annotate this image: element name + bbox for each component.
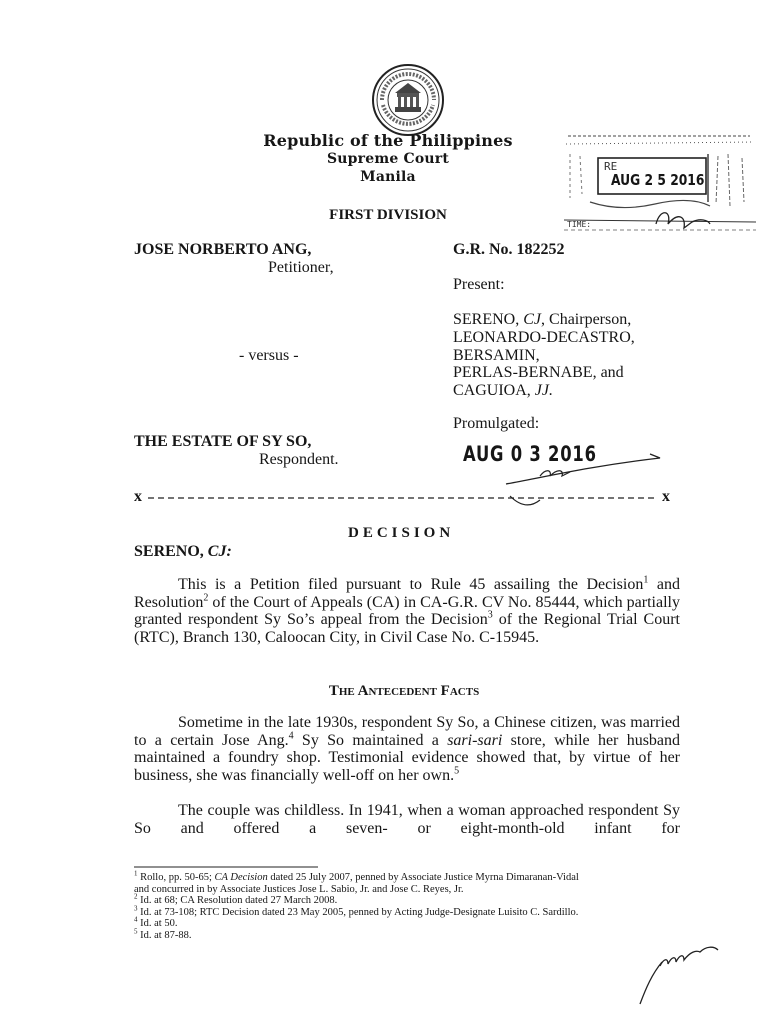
justice-line: PERLAS-BERNABE, and bbox=[453, 364, 624, 382]
footnote-rule bbox=[134, 866, 318, 868]
separator-end: x bbox=[662, 488, 670, 505]
paragraph-2: Sometime in the late 1930s, respondent Sy So, a Chinese citizen, was married to a certain Jose Ang.$^4$ Sy So maintained a sari-sari store, while her husband maintained a foundry shop. Testimonial evidence showed that, by virtue of her business, she was financially well-off on her own.$^5$ bbox=[134, 714, 681, 784]
petitioner-role: Petitioner, bbox=[268, 259, 334, 276]
clerk-signature bbox=[500, 448, 675, 512]
initial-signature bbox=[634, 936, 724, 1008]
footnotes bbox=[134, 869, 694, 942]
justice-line: BERSAMIN, bbox=[453, 346, 540, 364]
decision-title: DECISION bbox=[348, 525, 455, 541]
footnote-5: $^5$ Id. at 87-88. bbox=[134, 927, 192, 941]
present-label: Present: bbox=[453, 276, 505, 293]
republic-heading: Republic of the Philippines bbox=[263, 131, 513, 150]
paragraph-1: This is a Petition filed pursuant to Rule 45 assailing the Decision$^1$ and Resolution$^2$ of the Court of Appeals (CA) in CA-G.R. CV No. 85444, which partially granted respondent Sy So’s appeal from the Decision$^3$ of the Regional Trial Court (RTC), Branch 130, Caloocan City, in Civil Case No. C-15945. bbox=[134, 574, 681, 646]
footnote-4: $^4$ Id. at 50. bbox=[134, 915, 178, 930]
caption-separator-line bbox=[148, 496, 658, 500]
justice-line: SERENO, CJ, Chairperson, bbox=[453, 311, 632, 328]
versus-label: - versus - bbox=[239, 347, 299, 364]
city-heading: Manila bbox=[360, 169, 416, 185]
promulgated-label: Promulgated: bbox=[453, 415, 540, 432]
footnote-3: $^3$ Id. at 73-108; RTC Decision dated 23 May 2005, penned by Acting Judge-Designate Luisito C. Sardillo. bbox=[134, 904, 579, 918]
footnote-1-cont: and concurred in by Associate Justices Jose L. Sabio, Jr. and Jose C. Reyes, Jr. bbox=[134, 883, 464, 895]
stamp-time-label: TIME: bbox=[567, 220, 592, 229]
gr-number: G.R. No. 182252 bbox=[453, 241, 565, 258]
section-heading: The Antecedent Facts bbox=[328, 683, 480, 699]
justices-list bbox=[453, 311, 635, 400]
promulgated-date: AUG 0 3 2016 bbox=[463, 442, 597, 466]
petitioner-name: JOSE NORBERTO ANG, bbox=[134, 241, 312, 258]
stamp-fragment: RE bbox=[604, 160, 618, 173]
paragraph-3: The couple was childless. In 1941, when a woman approached respondent Sy So and offered a seven- or eight-month-old infant for bbox=[134, 802, 680, 837]
footnote-2: $^2$ Id. at 68; CA Resolution dated 27 March 2008. bbox=[134, 892, 338, 907]
justice-line: LEONARDO-DECASTRO, bbox=[453, 328, 635, 346]
division-heading: FIRST DIVISION bbox=[329, 207, 447, 223]
respondent-name: THE ESTATE OF SY SO, bbox=[134, 433, 312, 450]
footnote-1: $^1$ Rollo, pp. 50-65; CA Decision dated 25 July 2007, penned by Associate Justice Myrna Dimaranan-Vidal bbox=[134, 869, 579, 883]
respondent-role: Respondent. bbox=[259, 451, 339, 468]
court-heading: Supreme Court bbox=[326, 151, 450, 167]
justice-line: CAGUIOA, JJ. bbox=[453, 382, 553, 400]
stamp-date: AUG 2 5 2016 bbox=[611, 171, 705, 189]
separator-start: x bbox=[134, 488, 142, 505]
supreme-court-seal bbox=[371, 63, 445, 137]
ponente: SERENO, CJ: bbox=[134, 543, 232, 560]
